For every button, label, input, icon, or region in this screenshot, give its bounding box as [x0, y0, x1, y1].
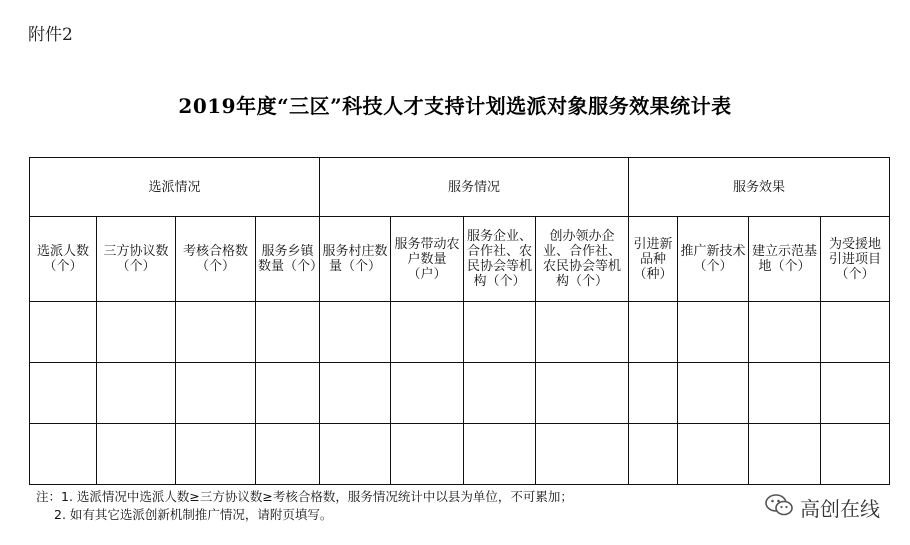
note-2: 2. 如有其它选派创新机制推广情况，请附页填写。	[54, 507, 333, 522]
column-header: 建立示范基地（个）	[749, 217, 821, 302]
table-cell	[821, 302, 890, 363]
table-cell	[320, 363, 391, 424]
table-cell	[536, 363, 629, 424]
table-cell	[464, 302, 536, 363]
table-cell	[30, 302, 97, 363]
column-header: 三方协议数（个）	[97, 217, 176, 302]
table-cell	[176, 302, 256, 363]
table-cell	[749, 363, 821, 424]
table-cell	[176, 363, 256, 424]
table-cell	[629, 363, 678, 424]
attachment-label: 附件2	[28, 25, 73, 45]
table-cell	[30, 363, 97, 424]
column-header: 服务企业、合作社、农民协会等机构（个）	[464, 217, 536, 302]
table-cell	[256, 363, 320, 424]
table-cell	[320, 302, 391, 363]
table-cell	[464, 363, 536, 424]
group-dispatch: 选派情况	[30, 158, 320, 217]
column-header: 服务村庄数量（个）	[320, 217, 391, 302]
table-cell	[256, 424, 320, 485]
column-header: 引进新品种（种）	[629, 217, 678, 302]
table-cell	[629, 424, 678, 485]
table-cell	[678, 302, 749, 363]
watermark	[764, 493, 880, 522]
group-service: 服务情况	[320, 158, 629, 217]
table-row	[30, 363, 890, 424]
column-header: 考核合格数（个）	[176, 217, 256, 302]
column-header: 服务带动农户数量（户）	[391, 217, 464, 302]
watermark-text: 高创在线	[800, 497, 880, 521]
table-cell	[536, 424, 629, 485]
table-cell	[464, 424, 536, 485]
note-1: 注：1. 选派情况中选派人数≥三方协议数≥考核合格数，服务情况统计中以县为单位，不可累加；	[36, 489, 573, 504]
table-cell	[320, 424, 391, 485]
table-cell	[97, 363, 176, 424]
table-cell	[97, 424, 176, 485]
column-header: 创办领办企业、合作社、农民协会等机构（个）	[536, 217, 629, 302]
table-cell	[749, 424, 821, 485]
table-cell	[391, 302, 464, 363]
table-cell	[30, 424, 97, 485]
group-header-row	[30, 158, 890, 217]
table-cell	[391, 363, 464, 424]
statistics-table	[29, 157, 890, 485]
wechat-icon	[764, 493, 794, 522]
column-header: 服务乡镇数量（个）	[256, 217, 320, 302]
column-header: 选派人数（个）	[30, 217, 97, 302]
table-row	[30, 424, 890, 485]
column-header: 为受援地引进项目（个）	[821, 217, 890, 302]
table-cell	[821, 424, 890, 485]
table-cell	[256, 302, 320, 363]
column-header: 推广新技术（个）	[678, 217, 749, 302]
table-cell	[629, 302, 678, 363]
table-row	[30, 302, 890, 363]
table-cell	[97, 302, 176, 363]
table-cell	[176, 424, 256, 485]
document-title: 2019年度“三区”科技人才支持计划选派对象服务效果统计表	[178, 94, 732, 118]
table-notes	[36, 488, 573, 524]
table-cell	[749, 302, 821, 363]
table-cell	[678, 424, 749, 485]
column-header-row	[30, 217, 890, 302]
table-cell	[678, 363, 749, 424]
table-cell	[536, 302, 629, 363]
table-cell	[391, 424, 464, 485]
group-effect: 服务效果	[629, 158, 890, 217]
table-cell	[821, 363, 890, 424]
